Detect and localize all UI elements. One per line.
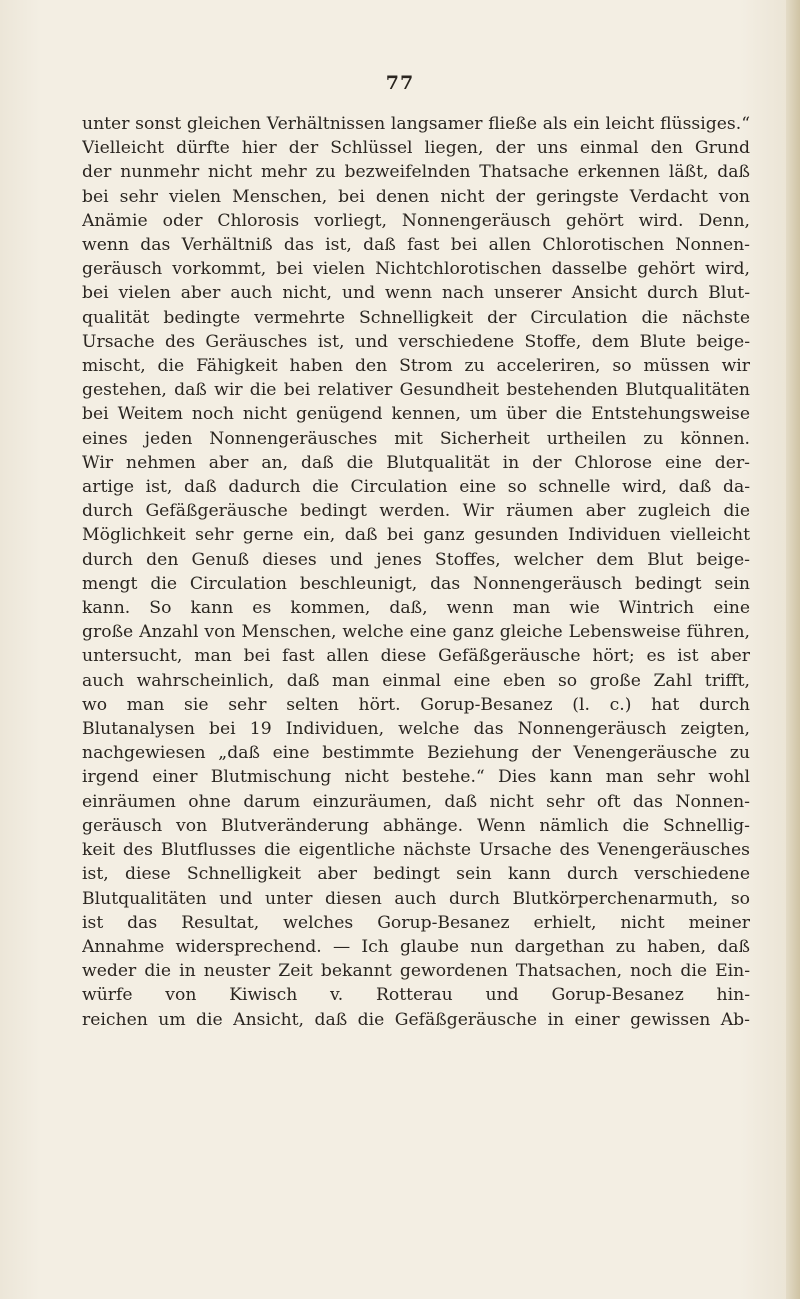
text-line: durch den Genuß dieses und jenes Stoffes, welcher dem Blut beige- — [82, 549, 750, 570]
text-line: bei Weitem noch nicht genügend kennen, um über die Entstehungsweise — [82, 404, 750, 425]
text-line: wenn das Verhältniß das ist, daß fast bei allen Chlorotischen Nonnen- — [82, 235, 750, 256]
text-line: keit des Blutflusses die eigentliche nächste Ursache des Venengeräusches — [82, 840, 750, 861]
text-line: wo man sie sehr selten hört. Gorup-Besanez (l. c.) hat durch — [82, 694, 750, 715]
text-line: gestehen, daß wir die bei relativer Gesundheit bestehenden Blutqualitäten — [82, 380, 750, 401]
text-line: geräusch vorkommt, bei vielen Nichtchlorotischen dasselbe gehört wird, — [82, 259, 750, 280]
text-line: eines jeden Nonnengeräusches mit Sicherheit urtheilen zu können. — [82, 428, 750, 449]
text-line: der nunmehr nicht mehr zu bezweifelnden Thatsache erkennen läßt, daß — [82, 162, 750, 183]
text-line: ist das Resultat, welches Gorup-Besanez erhielt, nicht meiner — [82, 912, 750, 933]
text-line: irgend einer Blutmischung nicht bestehe.“ Dies kann man sehr wohl — [82, 767, 750, 788]
text-line: Anämie oder Chlorosis vorliegt, Nonnengeräusch gehört wird. Denn, — [82, 210, 750, 231]
text-line: einräumen ohne darum einzuräumen, daß nicht sehr oft das Nonnen- — [82, 791, 750, 812]
text-line: Vielleicht dürfte hier der Schlüssel liegen, der uns einmal den Grund — [82, 138, 750, 159]
text-line: mischt, die Fähigkeit haben den Strom zu acceleriren, so müssen wir — [82, 356, 750, 377]
text-line: artige ist, daß dadurch die Circulation eine so schnelle wird, daß da- — [82, 477, 750, 498]
text-line: weder die in neuster Zeit bekannt gewordenen Thatsachen, noch die Ein- — [82, 961, 750, 982]
text-line: Annahme widersprechend. — Ich glaube nun dargethan zu haben, daß — [82, 936, 750, 957]
text-line: Ursache des Geräusches ist, und verschiedene Stoffe, dem Blute beige- — [82, 331, 750, 352]
text-line: ist, diese Schnelligkeit aber bedingt sein kann durch verschiedene — [82, 864, 750, 885]
text-line: würfe von Kiwisch v. Rotterau und Gorup-Besanez hin- — [82, 985, 750, 1006]
page-number: 77 — [385, 72, 415, 94]
text-line: unter sonst gleichen Verhältnissen langsamer fließe als ein leicht flüssiges.“ — [82, 114, 750, 134]
text-line: nachgewiesen „daß eine bestimmte Beziehung der Venengeräusche zu — [82, 743, 750, 764]
text-line: bei sehr vielen Menschen, bei denen nicht der geringste Verdacht von — [82, 186, 750, 207]
text-line: große Anzahl von Menschen, welche eine ganz gleiche Lebensweise führen, — [82, 622, 750, 643]
text-line: Möglichkeit sehr gerne ein, daß bei ganz gesunden Individuen vielleicht — [82, 525, 750, 546]
text-line: untersucht, man bei fast allen diese Gefäßgeräusche hört; es ist aber — [82, 646, 750, 667]
text-line: qualität bedingte vermehrte Schnelligkeit der Circulation die nächste — [82, 307, 750, 328]
text-line: bei vielen aber auch nicht, und wenn nach unserer Ansicht durch Blut- — [82, 283, 750, 304]
text-line: kann. So kann es kommen, daß, wenn man wie Wintrich eine — [82, 598, 750, 619]
text-line: durch Gefäßgeräusche bedingt werden. Wir räumen aber zugleich die — [82, 501, 750, 522]
text-line: Blutanalysen bei 19 Individuen, welche das Nonnengeräusch zeigten, — [82, 719, 750, 740]
text-line: reichen um die Ansicht, daß die Gefäßgeräusche in einer gewissen Ab- — [82, 1009, 750, 1030]
text-line: auch wahrscheinlich, daß man einmal eine eben so große Zahl trifft, — [82, 670, 750, 691]
page-edge — [786, 0, 800, 1299]
text-line: Blutqualitäten und unter diesen auch durch Blutkörperchenarmuth, so — [82, 888, 750, 909]
text-line: Wir nehmen aber an, daß die Blutqualität in der Chlorose eine der- — [82, 452, 750, 473]
text-line: geräusch von Blutveränderung abhänge. Wenn nämlich die Schnellig- — [82, 815, 750, 836]
body-text — [82, 112, 750, 1032]
text-line: mengt die Circulation beschleunigt, das Nonnengeräusch bedingt sein — [82, 573, 750, 594]
